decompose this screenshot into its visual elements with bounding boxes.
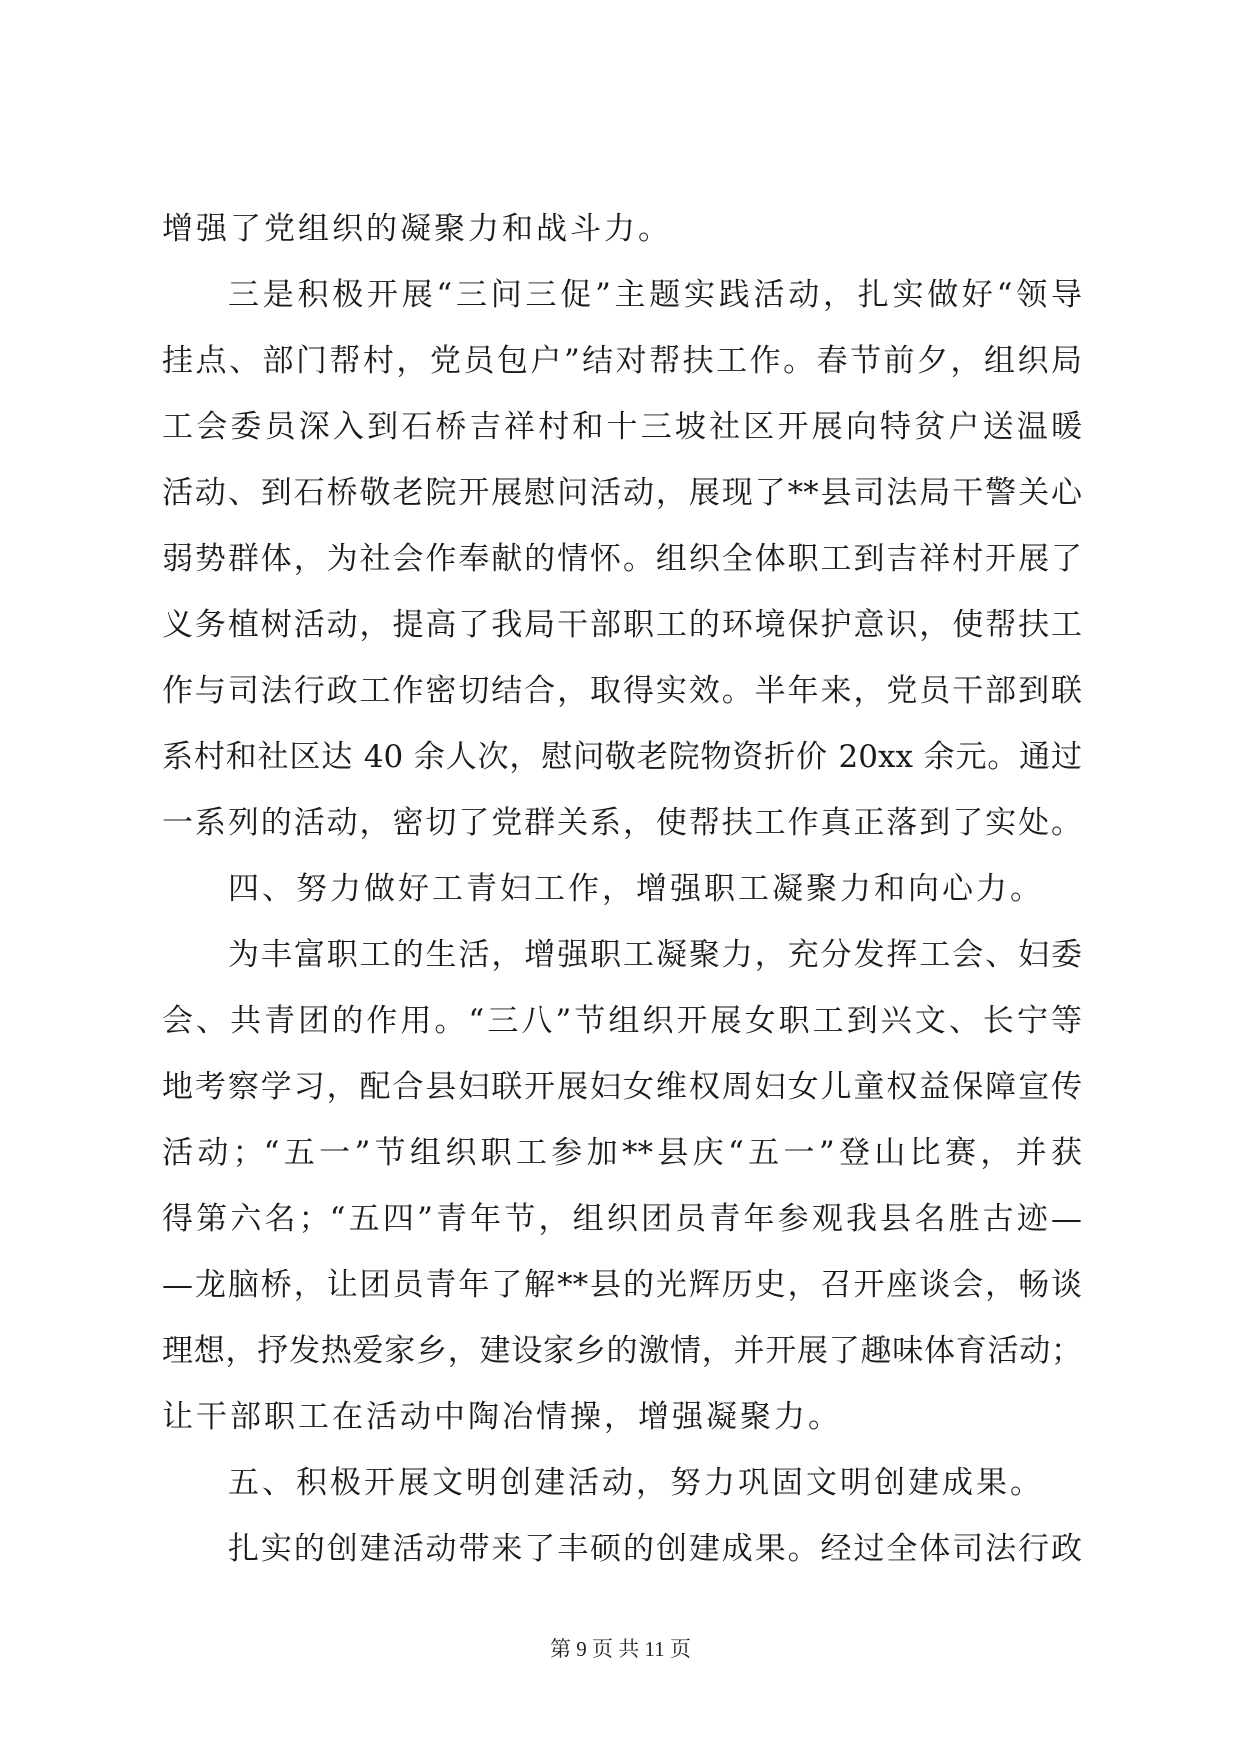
text-line: 工会委员深入到石桥吉祥村和十三坡社区开展向特贫户送温暖 — [162, 409, 1082, 445]
text-line: 得第六名；“五四”青年节，组织团员青年参观我县名胜古迹— — [162, 1201, 1082, 1237]
document-body — [162, 196, 1082, 1582]
text-line: 活动；“五一”节组织职工参加**县庆“五一”登山比赛，并获 — [162, 1135, 1082, 1171]
text-line: 会、共青团的作用。“三八”节组织开展女职工到兴文、长宁等 — [162, 1003, 1082, 1039]
text-line: 理想，抒发热爱家乡，建设家乡的激情，并开展了趣味体育活动； — [162, 1333, 1082, 1369]
text-line: 增强了党组织的凝聚力和战斗力。 — [162, 211, 672, 247]
text-line: 挂点、部门帮村，党员包户”结对帮扶工作。春节前夕，组织局 — [162, 343, 1082, 379]
page-number: 第 9 页 共 11 页 — [550, 1637, 691, 1661]
text-line: 弱势群体，为社会作奉献的情怀。组织全体职工到吉祥村开展了 — [162, 541, 1082, 577]
section-heading: 四、努力做好工青妇工作，增强职工凝聚力和向心力。 — [228, 871, 1044, 907]
text-line: 让干部职工在活动中陶冶情操，增强凝聚力。 — [162, 1399, 842, 1435]
text-line: 作与司法行政工作密切结合，取得实效。半年来，党员干部到联 — [162, 673, 1082, 709]
text-line: 活动、到石桥敬老院开展慰问活动，展现了**县司法局干警关心 — [162, 475, 1082, 511]
text-line: 地考察学习，配合县妇联开展妇女维权周妇女儿童权益保障宣传 — [162, 1069, 1082, 1105]
text-line: 系村和社区达 40 余人次，慰问敬老院物资折价 20xx 余元。通过 — [162, 739, 1082, 775]
text-line: 扎实的创建活动带来了丰硕的创建成果。经过全体司法行政 — [228, 1531, 1082, 1567]
text-line: 义务植树活动，提高了我局干部职工的环境保护意识，使帮扶工 — [162, 607, 1082, 643]
text-line: 一系列的活动，密切了党群关系，使帮扶工作真正落到了实处。 — [162, 805, 1082, 841]
text-line: —龙脑桥，让团员青年了解**县的光辉历史，召开座谈会，畅谈 — [162, 1267, 1082, 1303]
text-line: 为丰富职工的生活，增强职工凝聚力，充分发挥工会、妇委 — [228, 937, 1082, 973]
text-line: 三是积极开展“三问三促”主题实践活动，扎实做好“领导 — [228, 277, 1082, 313]
section-heading: 五、积极开展文明创建活动，努力巩固文明创建成果。 — [228, 1465, 1044, 1501]
